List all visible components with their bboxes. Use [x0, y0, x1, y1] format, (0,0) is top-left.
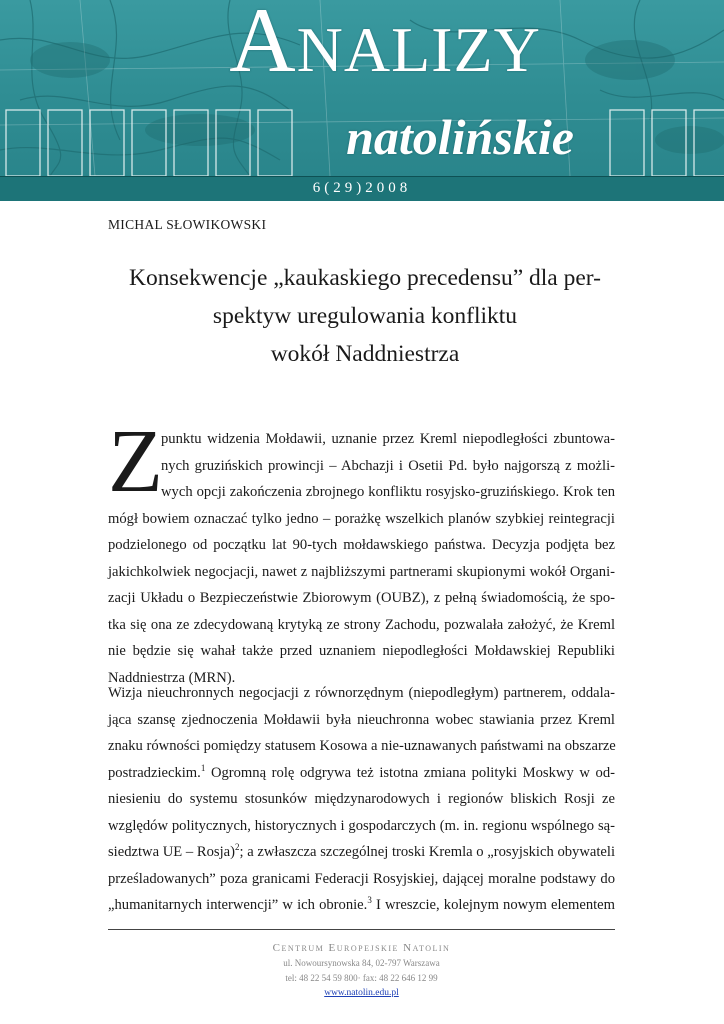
article-title-line: spektyw uregulowania konfliktu [212, 303, 518, 329]
article-title-line: Konsekwencje „kaukaskiego precedensu” dla per- [129, 265, 601, 291]
text-line: niesieniu do systemu stosunków międzynarodowych i regionów bliskich Rosji ze [108, 791, 615, 807]
text-line: nie będzie się wahał także przed uznaniem niepodległości Mołdawskiej Republiki [108, 643, 615, 659]
author-name: MICHAL SŁOWIKOWSKI [108, 217, 267, 232]
footer-organization: Centrum Europejskie Natolin [272, 942, 451, 954]
text-segment: Ogromną rolę odgrywa też istotna zmiana polityki Moskwy w od- [205, 764, 615, 781]
text-line [108, 760, 615, 787]
footer-divider [108, 929, 615, 930]
text-line: jąca szansę zjednoczenia Mołdawii była nieuchronna wobec stawiania przez Kreml [108, 711, 615, 728]
text-line: nych gruzińskich prowincji – Abchazji i Osetii Pd. było najgorszą z możli- [161, 457, 615, 474]
text-line: punktu widzenia Mołdawii, uznanie przez Kreml niepodległości zbuntowa- [161, 431, 615, 447]
text-segment: I wreszcie, kolejnym nowym elementem [371, 897, 616, 913]
text-line: tka się ona ze zdecydowaną krytyką ze strony Zachodu, pozwalała założyć, że Kreml [108, 616, 615, 633]
text-segment: „humanitarnych interwencji” w ich obronie. [108, 897, 368, 913]
article-title [110, 259, 620, 373]
journal-subtitle: natolińskie [346, 109, 574, 165]
footer-phone: tel: 48 22 54 59 800· fax: 48 22 646 12 99 [285, 973, 438, 983]
text-line: zacji Układu o Bezpieczeństwie Zbiorowym (OUBZ), z pełną świadomością, że spo- [108, 590, 615, 606]
text-line: wych opcji zakończenia zbrojnego konfliktu rosyjsko-gruzińskiego. Krok ten [161, 484, 615, 500]
text-segment: siedztwa UE – Rosja) [108, 844, 235, 860]
paragraph-2 [108, 680, 615, 919]
text-segment: postradzieckim. [108, 764, 201, 781]
issue-number: 6(29)2008 [312, 180, 412, 196]
journal-title: Analizy [229, 0, 541, 91]
paragraph-1 [108, 426, 615, 691]
footer-address: ul. Nowoursynowska 84, 02-797 Warszawa [283, 958, 440, 968]
footer-website-link[interactable]: www.natolin.edu.pl [324, 988, 399, 998]
text-segment: ; a zwłaszcza szczególnej troski Kremla o „rosyjskich obywateli [239, 844, 615, 860]
issue-bar [0, 176, 724, 201]
text-line [108, 892, 615, 919]
text-line: względów politycznych, historycznych i gospodarczych (m. in. regionu wspólnego są- [108, 817, 615, 834]
text-line [108, 839, 615, 866]
text-line: Wizja nieuchronnych negocjacji z równorzędnym (niepodległym) partnerem, oddala- [108, 685, 615, 701]
text-line: znaku równości pomiędzy statusem Kosowa a nie-uznawanych państwami na obszarze [108, 738, 616, 754]
text-line: Naddniestrza (MRN). [108, 669, 236, 686]
text-line: mógł bowiem oznaczać tylko jedno – porażkę wszelkich planów szybkiej reintegracji [108, 510, 615, 527]
header-banner [0, 0, 724, 176]
footnote-ref[interactable]: 2 [234, 842, 240, 853]
text-line: jakichkolwiek negocjacji, nawet z najbliższymi partnerami skupionymi wokół Organi- [108, 563, 615, 580]
footnote-ref[interactable]: 3 [367, 895, 372, 906]
article-title-line: wokół Naddniestrza [270, 341, 460, 367]
text-line: prześladowanych” poza granicami Federacji Rosyjskiej, dającej moralne podstawy do [108, 870, 615, 887]
footnote-ref[interactable]: 1 [200, 762, 206, 773]
drop-cap: Z [108, 412, 163, 511]
text-line: podzielonego od początku lat 90-tych mołdawskiego państwa. Decyzja podjęta bez [108, 537, 615, 553]
